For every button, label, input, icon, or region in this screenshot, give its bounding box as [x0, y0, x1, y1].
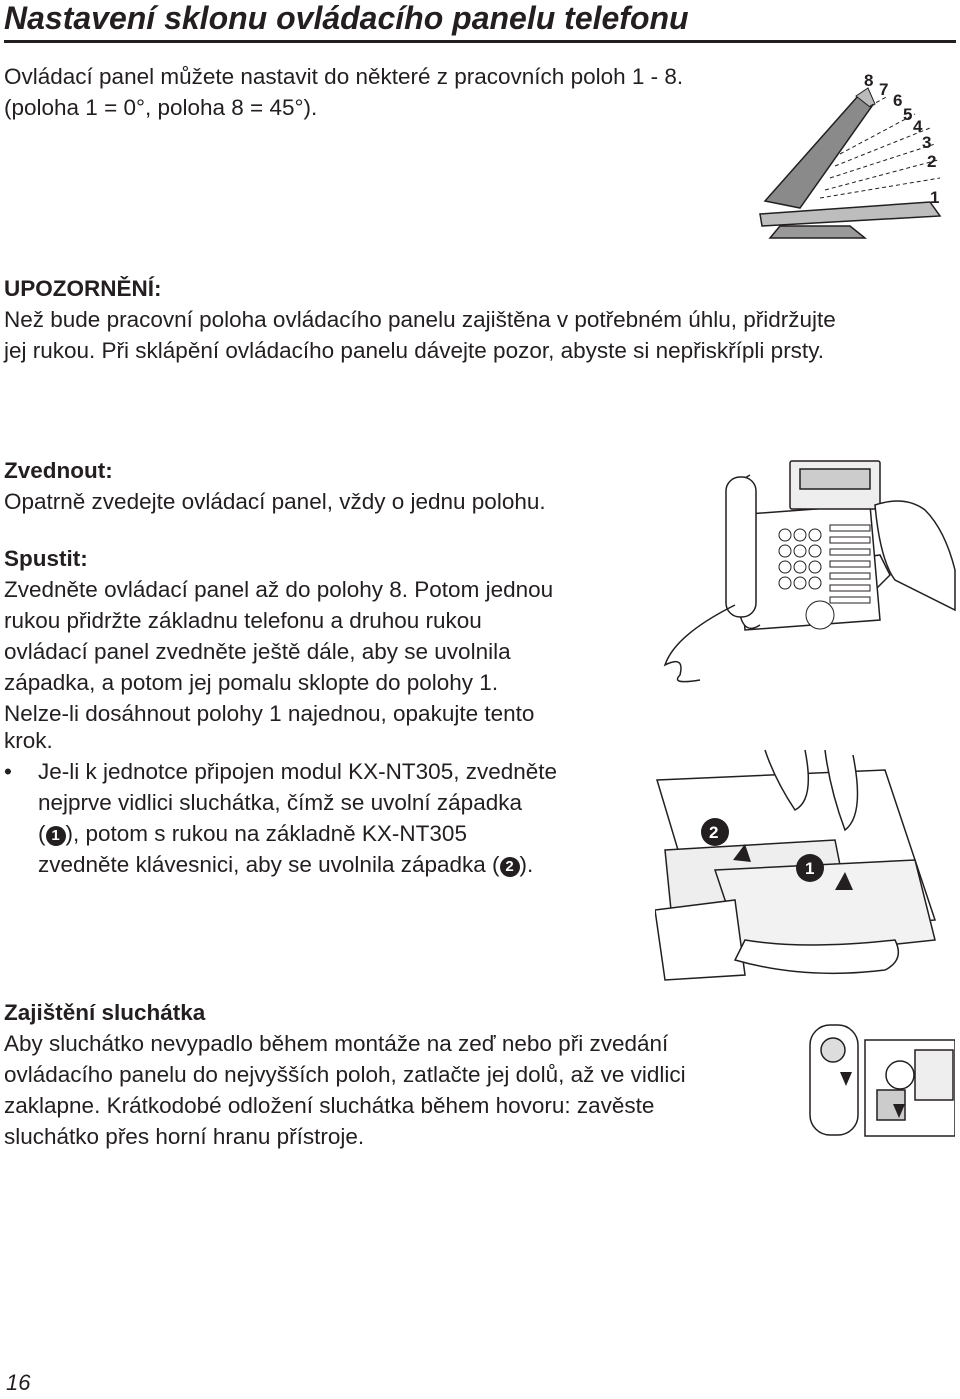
handset-heading: Zajištění sluchátka	[4, 1000, 206, 1025]
intro-line-2: (poloha 1 = 0°, poloha 8 = 45°).	[4, 95, 318, 120]
bullet-line-2: nejprve vidlici sluchátka, čímž se uvolní západka	[38, 790, 522, 815]
lower-line-4: západka, a potom jej pomalu sklopte do polohy 1.	[4, 670, 499, 695]
lower-line-3: ovládací panel zvedněte ještě dále, aby se uvolnila	[4, 639, 511, 664]
angle-label-1: 1	[930, 188, 940, 207]
page-title: Nastavení sklonu ovládacího panelu telefonu	[4, 0, 956, 43]
marker-one: 1	[46, 826, 66, 846]
angle-label-6: 6	[893, 91, 903, 110]
handset-line-2: ovládacího panelu do nejvyšších poloh, zatlačte jej dolů, až ve vidlici	[4, 1062, 686, 1087]
angle-label-8: 8	[864, 71, 874, 90]
handset-line-3: zaklapne. Krátkodobé odložení sluchátka během hovoru: zavěste	[4, 1093, 655, 1118]
tilt-angle-illustration	[740, 66, 950, 246]
warning-line-1: Než bude pracovní poloha ovládacího panelu zajištěna v potřebném úhlu, přidržujte	[4, 307, 836, 332]
intro-line-1: Ovládací panel můžete nastavit do některé z pracovních poloh 1 - 8.	[4, 64, 684, 89]
angle-label-3: 3	[922, 133, 932, 152]
illustration-marker-one: 1	[805, 859, 815, 878]
illustration-marker-two: 2	[709, 823, 719, 842]
angle-label-5: 5	[903, 105, 913, 124]
bullet-symbol: •	[4, 759, 12, 784]
module-release-illustration	[655, 740, 945, 985]
raise-text: Opatrně zvedejte ovládací panel, vždy o jednu polohu.	[4, 489, 546, 514]
handset-line-4: sluchátko přes horní hranu přístroje.	[4, 1124, 365, 1149]
phone-lift-illustration	[640, 455, 956, 685]
raise-heading: Zvednout:	[4, 458, 113, 483]
warning-line-2: jej rukou. Při sklápění ovládacího panelu dávejte pozor, abyste si nepřiskřípli prsty.	[4, 338, 825, 363]
bullet-line-3: ( 1 ), potom s rukou na základně KX-NT305	[38, 821, 467, 846]
handset-hook-illustration	[805, 1020, 955, 1138]
lower-line-1: Zvedněte ovládací panel až do polohy 8. Potom jednou	[4, 577, 554, 602]
handset-line-1: Aby sluchátko nevypadlo během montáže na zeď nebo při zvedání	[4, 1031, 669, 1056]
lower-line-6: krok.	[4, 728, 53, 753]
lower-line-5: Nelze-li dosáhnout polohy 1 najednou, opakujte tento	[4, 701, 535, 726]
page-number: 16	[6, 1370, 31, 1395]
bullet-line-1: Je-li k jednotce připojen modul KX-NT305, zvedněte	[38, 759, 558, 784]
warning-heading: UPOZORNĚNÍ:	[4, 276, 162, 301]
angle-label-4: 4	[913, 117, 923, 136]
angle-label-2: 2	[927, 152, 937, 171]
bullet-line-4: zvedněte klávesnici, aby se uvolnila západka ( 2 ).	[38, 852, 534, 877]
lower-line-2: rukou přidržte základnu telefonu a druhou rukou	[4, 608, 482, 633]
angle-label-7: 7	[879, 80, 889, 99]
lower-heading: Spustit:	[4, 546, 88, 571]
marker-two: 2	[500, 857, 520, 877]
